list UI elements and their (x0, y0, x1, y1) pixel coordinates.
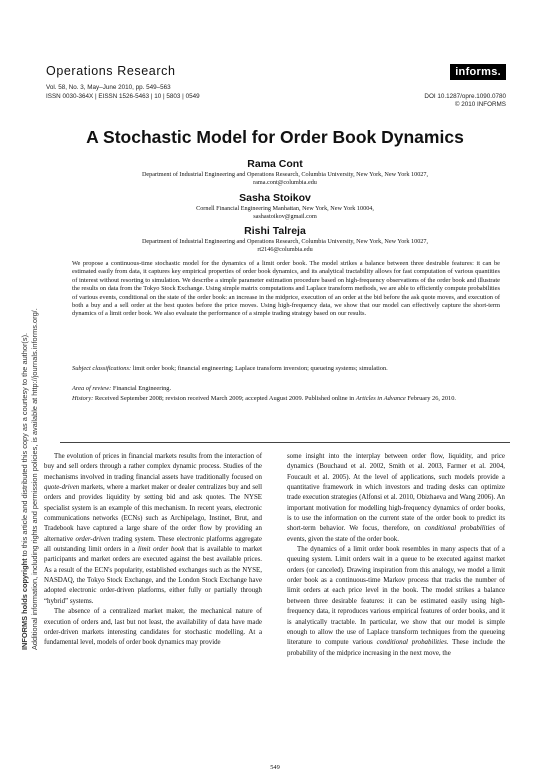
paragraph: some insight into the interplay between order flow, liquidity, and price dynamics (Bouchaud et al. 2002, Smith et al. 2003, Farmer et al. 2004, Foucault et al. 2005). At the level of applications, such models provide a quantitative framework in which investors and trading desks can optimize trade execution strategies (Alfonsi et al. 2010, Obizhaeva and Wang 2006). An important motivation for modelling high-frequency dynamics of order books, is to use the information on the current state of the order book to predict its short-term behavior. We focus, therefore, on conditional probabilities of events, given the state of the order book. (287, 453, 506, 543)
paper-title: A Stochastic Model for Order Book Dynamics (86, 127, 464, 147)
copyright: © 2010 INFORMS (454, 101, 506, 108)
area-text: Financial Engineering. (112, 385, 172, 392)
author-name: Rama Cont (247, 158, 303, 170)
author-affiliation: Department of Industrial Engineering and Operations Research, Columbia University, New York, New York 10027, (141, 171, 429, 178)
paragraph: The dynamics of a limit order book resembles in many aspects that of a queuing system. Limit orders wait in a queue to be executed against market orders (or canceled). Drawing inspiration from this analogy, we model a limit order book as a continuous-time Markov process that tracks the number of limit orders at each price level in the book. The model strikes a balance between three desirable features: it can be estimated easily using high-frequency data, it reproduces various empirical features of order books, and it is analytically tractable. In particular, we show that our model is simple enough to allow the use of Laplace transform techniques from the queueing literature to compute various conditional probabilities. These include the probability of the midprice increasing in the next move, the (287, 546, 505, 657)
doi: DOI 10.1287/opre.1090.0780 (424, 93, 506, 100)
issn-line: ISSN 0030-364X | EISSN 1526-5463 | 10 | 5803 | 0549 (46, 93, 200, 100)
history (72, 395, 500, 403)
page-number: 549 (270, 764, 280, 771)
volume-line: Vol. 58, No. 3, May–June 2010, pp. 549–563 (46, 84, 171, 91)
paragraph: The evolution of prices in financial markets results from the interaction of buy and sell orders through a rather complex dynamic process. Studies of the mechanisms involved in trading financial assets have traditionally focused on quote-driven markets, where a market maker or dealer centralizes buy and sell orders and provides liquidity by setting bid and ask quotes. The NYSE specialist system is an example of this mechanism. In recent years, electronic communications networks (ECNs) such as Archipelago, Instinet, Brut, and Tradebook have captured a large share of the order flow by providing an alternative order-driven trading system. These electronic platforms aggregate all outstanding limit orders in a limit order book that is available to market participants and market orders are executed against the best available prices. As a result of the ECN's popularity, established exchanges such as the NYSE, NASDAQ, the Tokyo Stock Exchange, and the London Stock Exchange have adopted electronic order-driven platforms, either fully or partially through “hybrid” systems. (44, 453, 262, 605)
journal-name: Operations Research (46, 64, 176, 78)
author-email: rama.cont@columbia.edu (253, 179, 317, 186)
sidebar-line-1: INFORMS holds copyright to this article and distributed this copy as a courtesy to the author(s). (20, 332, 29, 650)
body-right-column (287, 452, 505, 659)
subject-classifications (72, 365, 500, 373)
subject-label: Subject classifications: (72, 365, 132, 372)
history-end: February 26, 2010. (407, 395, 457, 402)
section-divider (60, 442, 510, 443)
author-affiliation: Department of Industrial Engineering and Operations Research, Columbia University, New York, New York 10027, (141, 238, 429, 245)
copyright-sidebar (18, 130, 40, 660)
area-label: Area of review: (72, 385, 112, 392)
abstract: We propose a continuous-time stochastic model for the dynamics of a limit order book. The model strikes a balance between three desirable features: it can be estimated easily from data, it captures key empirical properties of order book dynamics, and its analytical tractability allows for fast computation of various quantities of interest without resorting to simulation. We describe a simple parameter estimation procedure based on high-frequency observations of the order book and illustrate the results on data from the Tokyo Stock Exchange. Using simple matrix computations and Laplace transform methods, we are able to efficiently compute probabilities of various events, conditional on the state of the order book: an increase in the midprice, execution of an order at the bid before the ask quote moves, and execution of both a buy and a sell order at the best quotes before the price moves. Using high-frequency data, we show that our model can effectively capture the short-term dynamics of a limit order book. We also evaluate the performance of a simple trading strategy based on our results. (72, 260, 500, 318)
history-italic: Articles in Advance (355, 395, 406, 402)
paragraph: The absence of a centralized market maker, the mechanical nature of execution of orders and, last but not least, the availability of data have made order-driven markets interesting candidates for stochastic modelling. At a fundamental level, models of order book dynamics may provide (44, 608, 262, 647)
history-label: History: (72, 395, 94, 402)
informs-logo: informs. (450, 64, 506, 80)
author-name: Rishi Talreja (244, 225, 306, 237)
author-email: rt2146@columbia.edu (257, 246, 313, 253)
subject-text: limit order book; financial engineering; Laplace transform inversion; queueing systems; simulation. (132, 365, 388, 372)
author-name: Sasha Stoikov (239, 192, 311, 204)
author-affiliation: Cornell Financial Engineering Manhattan, New York, New York 10004, (196, 205, 374, 212)
sidebar-line-2: Additional information, including rights and permission policies, is available at http://journals.informs.org/. (30, 308, 39, 650)
body-left-column (44, 452, 262, 649)
author-email: sashastoikov@gmail.com (253, 213, 317, 220)
area-of-review (72, 385, 500, 393)
history-text: Received September 2008; revision received March 2009; accepted August 2009. Published online in (94, 395, 355, 402)
